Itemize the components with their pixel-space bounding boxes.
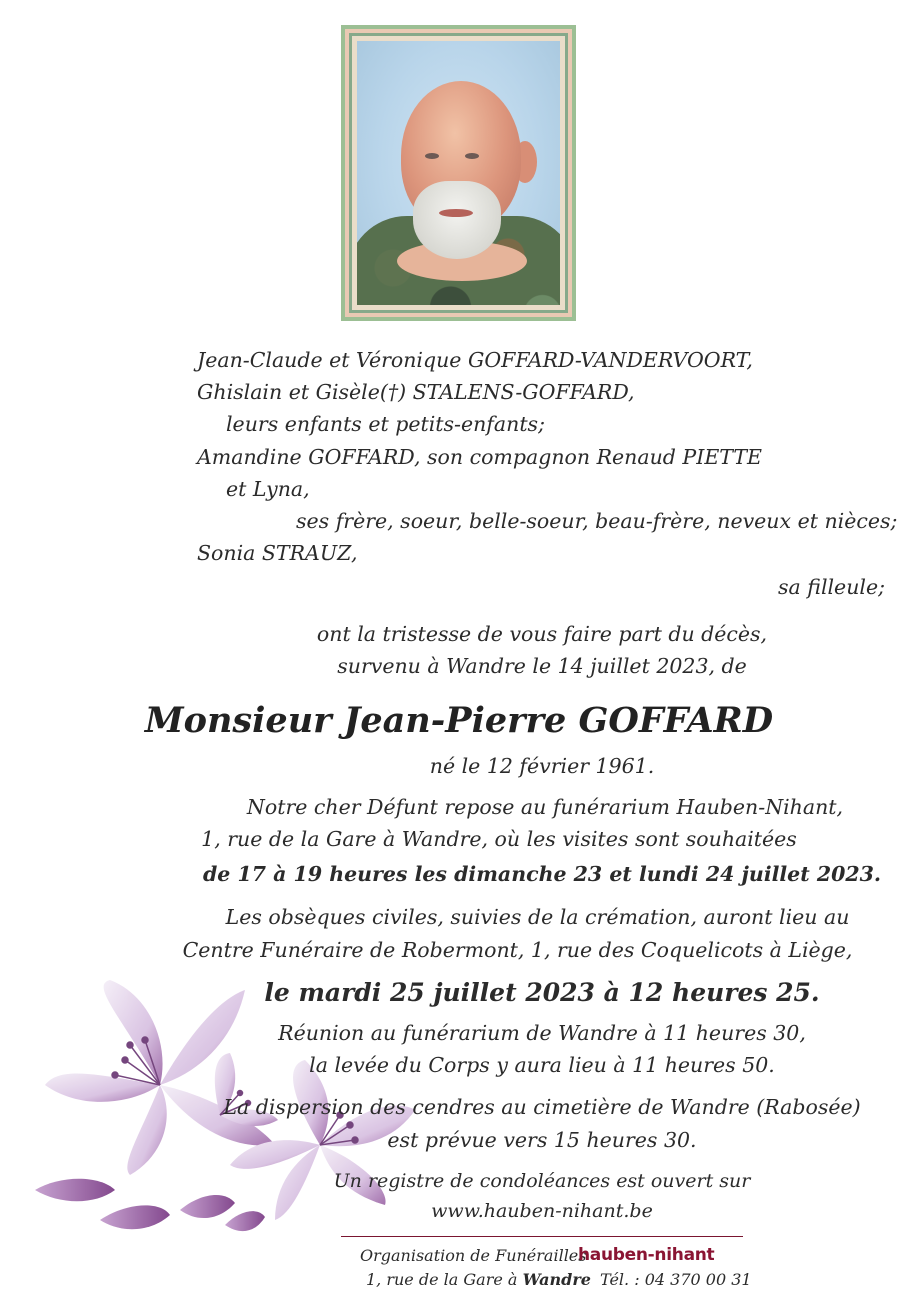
- visitation-hours: de 17 à 19 heures les dimanche 23 et lundi 24 juillet 2023.: [202, 862, 882, 886]
- portrait-photo: [357, 41, 560, 305]
- family-line: sa filleule;: [778, 575, 885, 599]
- dispersion-line: est prévue vers 15 heures 30.: [387, 1128, 697, 1152]
- family-line: leurs enfants et petits-enfants;: [226, 412, 545, 436]
- family-line: Ghislain et Gisèle(†) STALENS-GOFFARD,: [197, 380, 635, 404]
- footer-address-street: 1, rue de la Gare à: [366, 1270, 518, 1289]
- dispersion-line: La dispersion des cendres au cimetière de Wandre (Rabosée): [223, 1095, 861, 1119]
- family-line: et Lyna,: [226, 477, 310, 501]
- gathering-line: la levée du Corps y aura lieu à 11 heures 50.: [309, 1053, 775, 1077]
- funeral-datetime: le mardi 25 juillet 2023 à 12 heures 25.: [264, 978, 820, 1007]
- condolences-url[interactable]: www.hauben-nihant.be: [431, 1200, 653, 1222]
- footer-address: [366, 1272, 752, 1288]
- deceased-name: Monsieur Jean-Pierre GOFFARD: [144, 700, 774, 741]
- footer-address-town: Wandre: [522, 1270, 591, 1289]
- visitation-line: 1, rue de la Gare à Wandre, où les visites sont souhaitées: [201, 827, 797, 851]
- footer-phone: Tél. : 04 370 00 31: [600, 1270, 752, 1289]
- gathering-line: Réunion au funérarium de Wandre à 11 heures 30,: [278, 1021, 806, 1045]
- family-line: Jean-Claude et Véronique GOFFARD-VANDERVOORT,: [197, 348, 753, 372]
- birth-date: né le 12 février 1961.: [429, 754, 655, 778]
- footer-org-label: Organisation de Funérailles: [360, 1246, 587, 1265]
- family-line: ses frère, soeur, belle-soeur, beau-frère, neveux et nièces;: [296, 509, 898, 533]
- portrait-frame: [341, 25, 576, 321]
- visitation-line: Notre cher Défunt repose au funérarium Hauben-Nihant,: [246, 795, 844, 819]
- announcement-line: ont la tristesse de vous faire part du décès,: [316, 622, 768, 646]
- condolences-text: Un registre de condoléances est ouvert sur: [333, 1170, 751, 1192]
- funeral-line: Centre Funéraire de Robermont, 1, rue des Coquelicots à Liège,: [182, 938, 853, 962]
- family-line: Sonia STRAUZ,: [197, 541, 358, 565]
- footer-divider: [341, 1236, 743, 1237]
- family-line: Amandine GOFFARD, son compagnon Renaud PIETTE: [197, 445, 762, 469]
- announcement-line: survenu à Wandre le 14 juillet 2023, de: [337, 654, 747, 678]
- brand-logo-text: hauben-nihant: [578, 1245, 715, 1265]
- funeral-line: Les obsèques civiles, suivies de la crémation, auront lieu au: [225, 905, 850, 929]
